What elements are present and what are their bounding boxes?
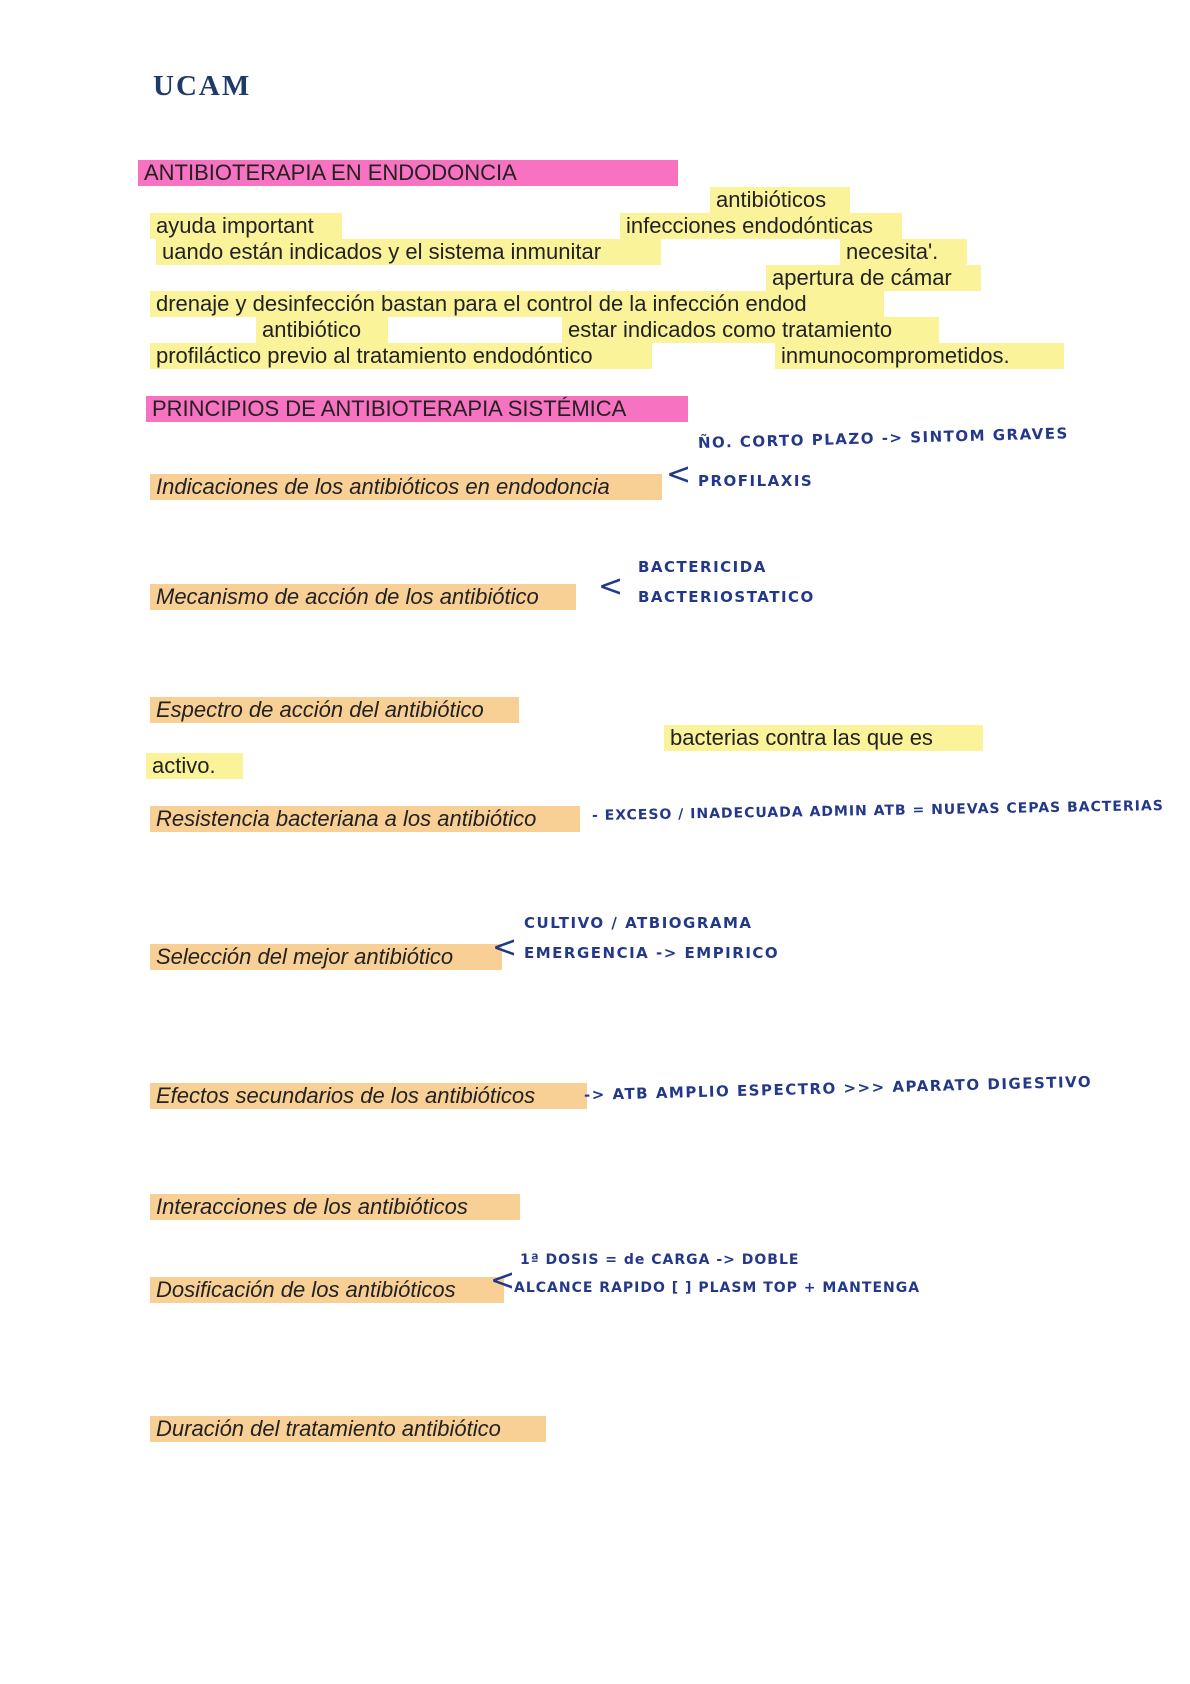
- note-indicaciones-1: ÑO. CORTO PLAZO -> SINTOM GRAVES: [697, 424, 1070, 452]
- topic-efectos: Efectos secundarios de los antibióticos: [150, 1083, 587, 1109]
- topic-interacciones: Interacciones de los antibióticos: [150, 1194, 520, 1220]
- fragment-necesita: necesita'.: [840, 239, 967, 265]
- topic-seleccion: Selección del mejor antibiótico: [150, 944, 502, 970]
- ucam-logo: UCAM: [153, 70, 252, 102]
- fragment-antibiotico: antibiótico: [256, 317, 388, 343]
- note-dosificacion-2: ALCANCE RAPIDO [ ] PLASM TOP + MANTENGA: [514, 1280, 921, 1296]
- note-seleccion-1: CULTIVO / ATBIOGRAMA: [524, 914, 753, 932]
- fragment-profilactico: profiláctico previo al tratamiento endodóntico: [150, 343, 652, 369]
- fragment-antibioticos: antibióticos: [710, 187, 850, 213]
- fragment-activo: activo.: [146, 753, 243, 779]
- fragment-indicados: uando están indicados y el sistema inmunitar: [156, 239, 661, 265]
- brace-seleccion: <: [492, 930, 518, 965]
- topic-dosificacion: Dosificación de los antibióticos: [150, 1277, 504, 1303]
- note-resistencia: - EXCESO / INADECUADA ADMIN ATB = NUEVAS CEPAS BACTERIAS: [591, 798, 1164, 824]
- topic-indicaciones: Indicaciones de los antibióticos en endodoncia: [150, 474, 662, 500]
- brace-indicaciones: <: [666, 457, 692, 492]
- topic-duracion: Duración del tratamiento antibiótico: [150, 1416, 546, 1442]
- topic-espectro: Espectro de acción del antibiótico: [150, 697, 519, 723]
- note-seleccion-2: EMERGENCIA -> EMPIRICO: [524, 944, 780, 962]
- brace-mecanismo: <: [598, 569, 624, 604]
- fragment-ayuda: ayuda important: [150, 213, 342, 239]
- topic-resistencia: Resistencia bacteriana a los antibiótico: [150, 806, 580, 832]
- fragment-bacterias: bacterias contra las que es: [664, 725, 983, 751]
- note-mecanismo-2: BACTERIOSTATICO: [638, 588, 815, 606]
- fragment-estar-indicados: estar indicados como tratamiento: [562, 317, 939, 343]
- note-dosificacion-1: 1ª DOSIS = de CARGA -> DOBLE: [520, 1252, 800, 1268]
- fragment-infecciones: infecciones endodónticas: [620, 213, 902, 239]
- fragment-apertura: apertura de cámar: [766, 265, 981, 291]
- note-efectos: -> ATB AMPLIO ESPECTRO >>> APARATO DIGESTIVO: [583, 1072, 1093, 1104]
- fragment-inmunocomprometidos: inmunocomprometidos.: [775, 343, 1064, 369]
- brace-dosificacion: <: [490, 1263, 516, 1298]
- section-title-antibioterapia: ANTIBIOTERAPIA EN ENDODONCIA: [138, 160, 678, 186]
- topic-mecanismo: Mecanismo de acción de los antibiótico: [150, 584, 576, 610]
- section-title-principios: PRINCIPIOS DE ANTIBIOTERAPIA SISTÉMICA: [146, 396, 688, 422]
- fragment-drenaje: drenaje y desinfección bastan para el control de la infección endod: [150, 291, 884, 317]
- note-mecanismo-1: BACTERICIDA: [638, 558, 767, 576]
- note-indicaciones-2: PROFILAXIS: [698, 472, 814, 490]
